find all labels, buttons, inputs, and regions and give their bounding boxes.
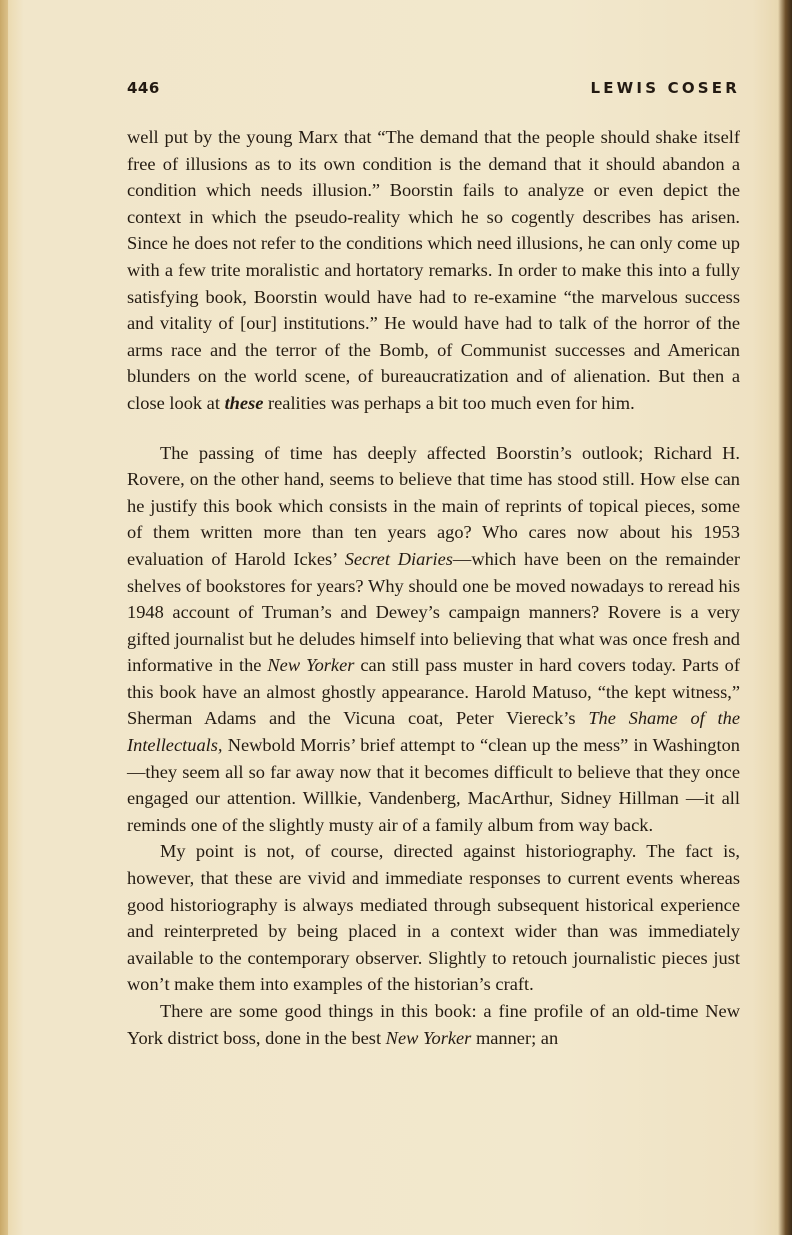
paragraph-4 <box>127 998 740 1051</box>
magazine-title-new-yorker: New Yorker <box>267 655 355 676</box>
text-run: realities was perhaps a bit too much even for him. <box>263 392 635 413</box>
paragraph-2 <box>127 440 740 839</box>
running-head: LEWIS COSER <box>590 79 740 97</box>
magazine-title-new-yorker: New Yorker <box>385 1027 472 1048</box>
paragraph-3 <box>127 838 740 998</box>
text-run: My point is not, of course, directed against historiography. The fact is, however, that these are vivid and immediate responses to current events whereas good historiography is always mediated through subsequent historical experience and reinterpreted by being placed in a context wider than was immediately available to the contemporary observer. Slightly to retouch journalistic pieces just won’t make them into examples of the historian’s craft. <box>127 841 740 995</box>
paragraph-1 <box>127 124 740 417</box>
text-run: —which have been on the remainder shelves of bookstores for years? Why should one be moved nowadays to reread his 1948 account of Truman’s and Dewey’s campaign manners? Rovere is a very gifted journalist but he deludes himself into believing that what was once fresh and informative in the <box>127 548 741 676</box>
page-header <box>127 79 740 109</box>
text-run: Newbold Morris’ brief attempt to “clean up the mess” in Washington—they seem all so far away now that it becomes difficult to believe that they once engaged our attention. Willkie, Vandenberg, MacArthur, Sidney Hillman —it all reminds one of the slightly musty air of a family album from way back. <box>127 735 740 835</box>
text-run: The passing of time has deeply affected Boorstin’s outlook; Richard H. Rovere, on the other hand, seems to believe that time has stood still. How else can he justify this book which consists in the main of reprints of topical pieces, some of them written more than ten years ago? Who cares now about his 1953 evaluation of Harold Ickes’ <box>127 442 740 569</box>
book-title-secret-diaries: Secret Diaries <box>344 548 453 569</box>
book-title-shame-of-intellectuals: The Shame of the Intellectuals, <box>127 708 740 756</box>
text-run: well put by the young Marx that “The demand that the people should shake itself free of illusions as to its own condition is the demand that it should abandon a condition which needs illusion.” Boorstin fails to analyze or even depict the context in which the pseudo-reality which he so cogently describes has arisen. Since he does not refer to the conditions which need illusions, he can only come up with a few trite moralistic and hortatory remarks. In order to make this into a fully satisfying book, Boorstin would have had to re-examine “the marvelous success and vitality of [our] institutions.” He would have had to talk of the horror of the arms race and the terror of the Bomb, of Communist successes and American blunders on the world scene, of bureaucratization and of alienation. But then a close look at <box>127 127 740 413</box>
page-number: 446 <box>127 79 160 97</box>
page-edge-shadow <box>778 0 792 1235</box>
text-run: manner; an <box>471 1027 559 1048</box>
text-run: can still pass muster in hard covers today. Parts of this book have an almost ghostly appearance. Harold Matuso, “the kept witness,” Sherman Adams and the Vicuna coat, Peter Viereck’s <box>127 655 740 729</box>
text-run: There are some good things in this book: a fine profile of an old-time New York district boss, done in the best <box>127 1001 740 1048</box>
body-text <box>127 124 740 1051</box>
page-gutter <box>0 0 8 1235</box>
emphasis-these: these <box>224 392 264 413</box>
